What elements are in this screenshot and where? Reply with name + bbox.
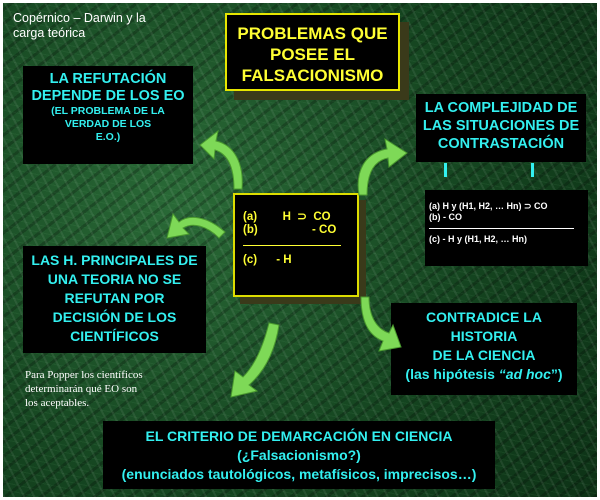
title-box — [225, 13, 400, 91]
corner-note — [13, 11, 146, 41]
refutation-box — [23, 66, 193, 164]
title-line-3: FALSACIONISMO — [241, 66, 384, 85]
refutation-line-2: DEPENDE DE LOS EO — [31, 88, 185, 104]
principal-line-5: CIENTÍFICOS — [70, 328, 159, 344]
connector-tick-right — [531, 163, 534, 177]
arrow-to-criterion-icon — [225, 321, 297, 401]
center-line-c: (c) - H — [243, 254, 292, 266]
popper-line-1: Para Popper los científicos — [25, 369, 143, 381]
corner-note-line-1: Copérnico – Darwin y la — [13, 11, 146, 25]
hypothesis-box — [425, 190, 588, 266]
contradicts-prefix: (las hipótesis — [405, 366, 499, 382]
refutation-sub-2: VERDAD DE LOS — [64, 118, 152, 130]
title-line-1: PROBLEMAS QUE — [237, 24, 388, 43]
principal-line-3: REFUTAN POR — [64, 290, 165, 306]
principal-hypotheses-box — [23, 246, 206, 353]
hypothesis-line-c: (c) - H y (H1, H2, … Hn) — [429, 234, 528, 244]
principal-line-4: DECISIÓN DE LOS — [52, 309, 177, 325]
contradicts-line-2: HISTORIA — [450, 328, 518, 344]
slide-background — [3, 3, 597, 497]
criterion-line-3: (enunciados tautológicos, metafísicos, imprecisos…) — [121, 466, 477, 482]
hypothesis-divider — [429, 228, 574, 229]
contradicts-line-4 — [391, 365, 577, 384]
criterion-line-1: EL CRITERIO DE DEMARCACIÓN EN CIENCIA — [145, 428, 453, 444]
popper-line-3: los aceptables. — [25, 397, 90, 409]
arrow-to-complexity-icon — [351, 135, 411, 197]
popper-note — [25, 368, 175, 410]
contradicts-history-box — [391, 303, 577, 395]
complexity-box — [416, 94, 586, 162]
popper-line-2: determinarán qué EO son — [25, 383, 138, 395]
contradicts-line-3: DE LA CIENCIA — [432, 347, 536, 363]
center-divider — [243, 245, 341, 246]
connector-tick-left — [444, 163, 447, 177]
complexity-line-2: LAS SITUACIONES DE — [422, 118, 580, 134]
principal-line-2: UNA TEORIA NO SE — [47, 271, 182, 287]
corner-note-line-2: carga teórica — [13, 26, 86, 40]
center-line-b: (b) - CO — [243, 224, 337, 236]
complexity-line-3: CONTRASTACIÓN — [437, 136, 565, 152]
principal-line-1: LAS H. PRINCIPALES DE — [31, 252, 198, 268]
complexity-line-1: LA COMPLEJIDAD DE — [424, 100, 578, 116]
demarcation-criterion-box — [103, 421, 495, 489]
arrow-to-principal-icon — [163, 208, 229, 256]
contradicts-adhoc: “ad hoc — [498, 366, 551, 382]
refutation-sub-3: E.O.) — [95, 131, 121, 143]
title-line-2: POSEE EL — [269, 45, 356, 64]
refutation-line-1: LA REFUTACIÓN — [49, 71, 167, 87]
arrow-to-contradicts-icon — [355, 293, 405, 363]
contradicts-suffix: ”) — [550, 366, 563, 382]
arrow-to-refutation-icon — [198, 123, 253, 193]
refutation-sub-1: (EL PROBLEMA DE LA — [51, 105, 165, 117]
modus-tollens-box — [233, 193, 359, 297]
hypothesis-line-a: (a) H y (H1, H2, … Hn) ⊃ CO — [429, 201, 548, 211]
contradicts-line-1: CONTRADICE LA — [426, 309, 542, 325]
hypothesis-line-b: (b) - CO — [429, 212, 462, 222]
criterion-line-2: (¿Falsacionismo?) — [237, 447, 361, 463]
center-line-a: (a) H ⊃ CO — [243, 211, 331, 223]
